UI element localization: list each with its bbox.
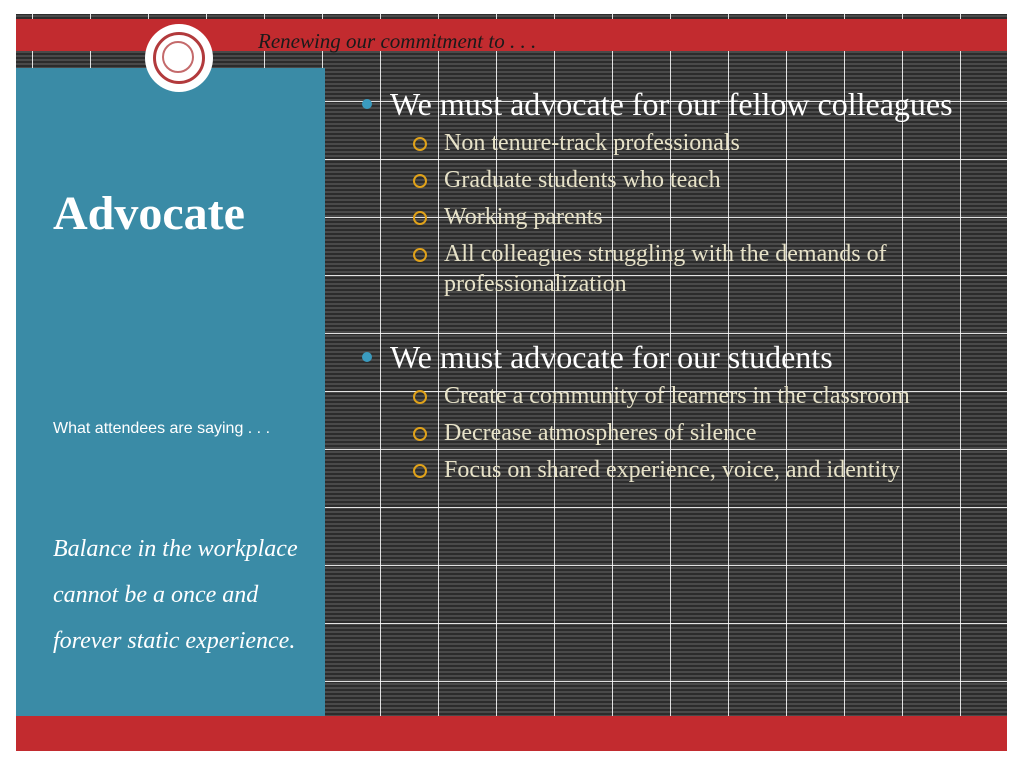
bullet-group	[356, 337, 976, 485]
main-bullet-item	[356, 84, 976, 124]
sub-bullet-item	[356, 455, 976, 485]
filled-bullet-icon	[362, 99, 372, 109]
filled-bullet-icon	[362, 352, 372, 362]
slide-title: Advocate	[53, 187, 245, 240]
hollow-bullet-icon	[413, 248, 427, 262]
slide-subtitle: Renewing our commitment to . . .	[258, 29, 537, 53]
sub-bullet-item	[356, 418, 976, 448]
sub-bullet-list	[356, 128, 976, 299]
main-bullet-item	[356, 337, 976, 377]
main-bullet-text: We must advocate for our students	[390, 339, 833, 375]
sub-bullet-text: Working parents	[444, 204, 603, 230]
sidebar-panel	[16, 68, 325, 716]
bullet-content	[356, 84, 976, 523]
footer-bar	[16, 716, 1007, 751]
sub-bullet-item	[356, 202, 976, 232]
sub-bullet-item	[356, 239, 976, 299]
sub-bullet-text: Non tenure-track professionals	[444, 130, 740, 156]
hollow-bullet-icon	[413, 174, 427, 188]
slide	[16, 14, 1007, 751]
sub-bullet-item	[356, 165, 976, 195]
sub-bullet-text: Focus on shared experience, voice, and identity	[444, 457, 900, 483]
main-bullet-text: We must advocate for our fellow colleagues	[390, 86, 953, 122]
hollow-bullet-icon	[413, 464, 427, 478]
hollow-bullet-icon	[413, 211, 427, 225]
bullet-group	[356, 84, 976, 299]
sidebar-caption: What attendees are saying . . .	[53, 420, 271, 437]
sub-bullet-text: All colleagues struggling with the demands of professionalization	[444, 241, 887, 297]
circle-emblem-ring-icon	[153, 32, 205, 84]
hollow-bullet-icon	[413, 427, 427, 441]
circle-emblem-inner-icon	[162, 41, 194, 73]
hollow-bullet-icon	[413, 390, 427, 404]
sub-bullet-text: Create a community of learners in the classroom	[444, 383, 910, 409]
sub-bullet-item	[356, 381, 976, 411]
sub-bullet-text: Decrease atmospheres of silence	[444, 420, 757, 446]
attendee-quote: Balance in the workplace cannot be a once and forever static experience.	[53, 536, 298, 654]
sub-bullet-text: Graduate students who teach	[444, 167, 721, 193]
sub-bullet-list	[356, 381, 976, 485]
hollow-bullet-icon	[413, 137, 427, 151]
sub-bullet-item	[356, 128, 976, 158]
